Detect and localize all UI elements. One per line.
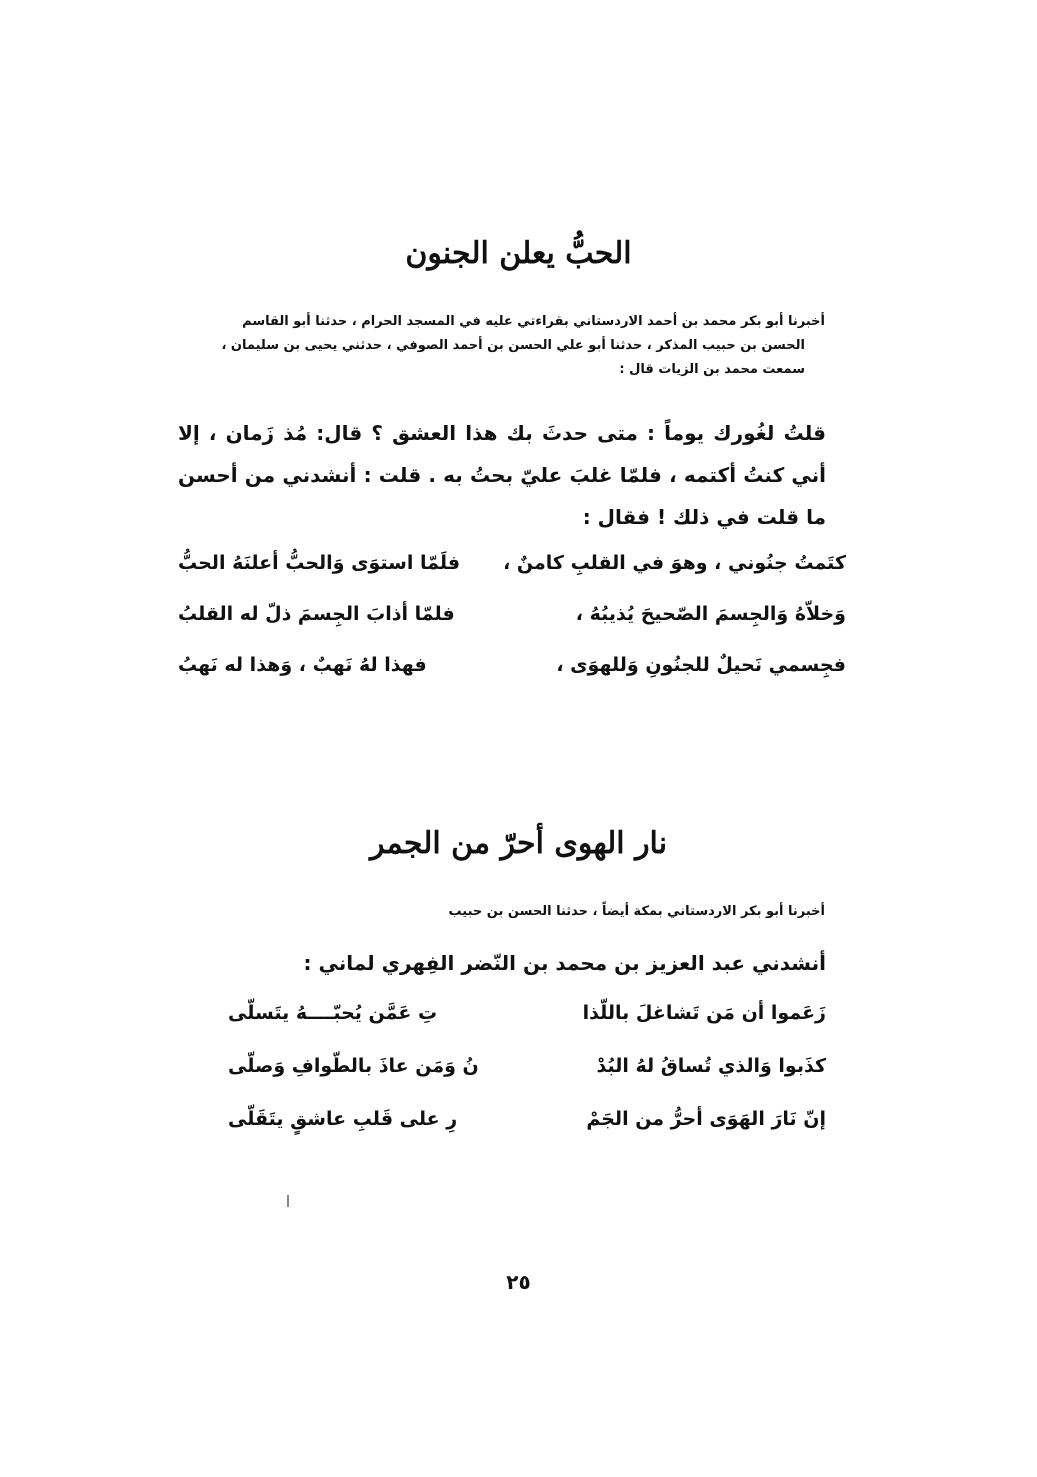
isnad-line: سمعت محمد بن الزيات قال :: [619, 362, 805, 377]
section-title-love-declares-madness: الحبُّ يعلن الجنون: [405, 236, 632, 271]
verse-line: [178, 552, 846, 592]
verse-line: [228, 1055, 826, 1095]
verse-second-hemistich: فهذا لهُ نَهبٌ ، وَهذا له نَهبُ: [178, 654, 427, 676]
page-number: ٢٥: [506, 1270, 531, 1294]
verse-first-hemistich: فجِسمي نَحيلٌ للجنُونِ وَللهوَى ،: [556, 654, 846, 676]
isnad-line: الحسن بن حبيب المذكر ، حدثنا أبو علي الحسن بن أحمد الصوفي ، حدثني يحيى بن سليمان ،: [221, 338, 805, 353]
isnad-line: أخبرنا أبو بكر محمد بن أحمد الاردستاني بقراءتي عليه في المسجد الحرام ، حدثنا أبو القاسم: [242, 314, 825, 329]
verse-line: [228, 1002, 826, 1042]
verse-first-hemistich: زَعَموا أن مَن تَشاغلَ باللّذا: [582, 1002, 826, 1024]
verse-second-hemistich: فلَمّا استوَى وَالحبُّ أعلنَهُ الحبُّ: [178, 552, 461, 574]
scan-speck: [287, 1195, 289, 1207]
verse-first-hemistich: إنّ نَارَ الهَوَى أحرُّ من الجَمْ: [586, 1108, 826, 1130]
verse-line: [178, 654, 846, 694]
verse-second-hemistich: رِ على قَلبِ عاشقٍ يتَقَلّى: [228, 1108, 458, 1130]
verse-line: [228, 1108, 826, 1148]
verse-line: [178, 603, 846, 643]
verse-second-hemistich: فلمّا أذابَ الجِسمَ ذلّ له القلبُ: [178, 603, 455, 625]
poem-block-1: [178, 552, 846, 692]
chain-of-narration: [185, 310, 825, 382]
isnad-line: أخبرنا أبو بكر الاردستاني بمكة أيضاً ، حدثنا الحسن بن حبيب: [448, 904, 825, 919]
verse-first-hemistich: وَخلاّهُ وَالجِسمَ الصّحيحَ يُذيبُهُ ،: [575, 603, 846, 625]
section-title-fire-of-passion: نار الهوى أحرّ من الجمر: [369, 826, 668, 861]
poem-introduction: أنشدني عبد العزيز بن محمد بن النّضر الفِهري لماني :: [303, 951, 826, 975]
chain-of-narration: [370, 900, 825, 924]
verse-second-hemistich: تِ عَمَّن يُحبّــــهُ يتَسلّى: [228, 1002, 438, 1024]
poem-block-2: [228, 1002, 826, 1142]
verse-second-hemistich: نُ وَمَن عاذَ بالطّوافِ وَصلّى: [228, 1055, 479, 1077]
verse-first-hemistich: كتَمتُ جنُوني ، وهوَ في القلبِ كامنٌ ،: [503, 552, 846, 574]
verse-first-hemistich: كذَبوا وَالذي تُساقُ لهُ البُدْ: [596, 1055, 826, 1077]
narrative-paragraph: قلتُ لغُورك يوماً : متى حدثَ بك هذا العشق ؟ قال: مُذ زَمان ، إلا أني كنتُ أكتمه ، فلمّا غلبَ عليّ بحتُ به . قلت : أنشدني من أحسن ما قلت في ذلك ! فقال :: [178, 421, 826, 529]
